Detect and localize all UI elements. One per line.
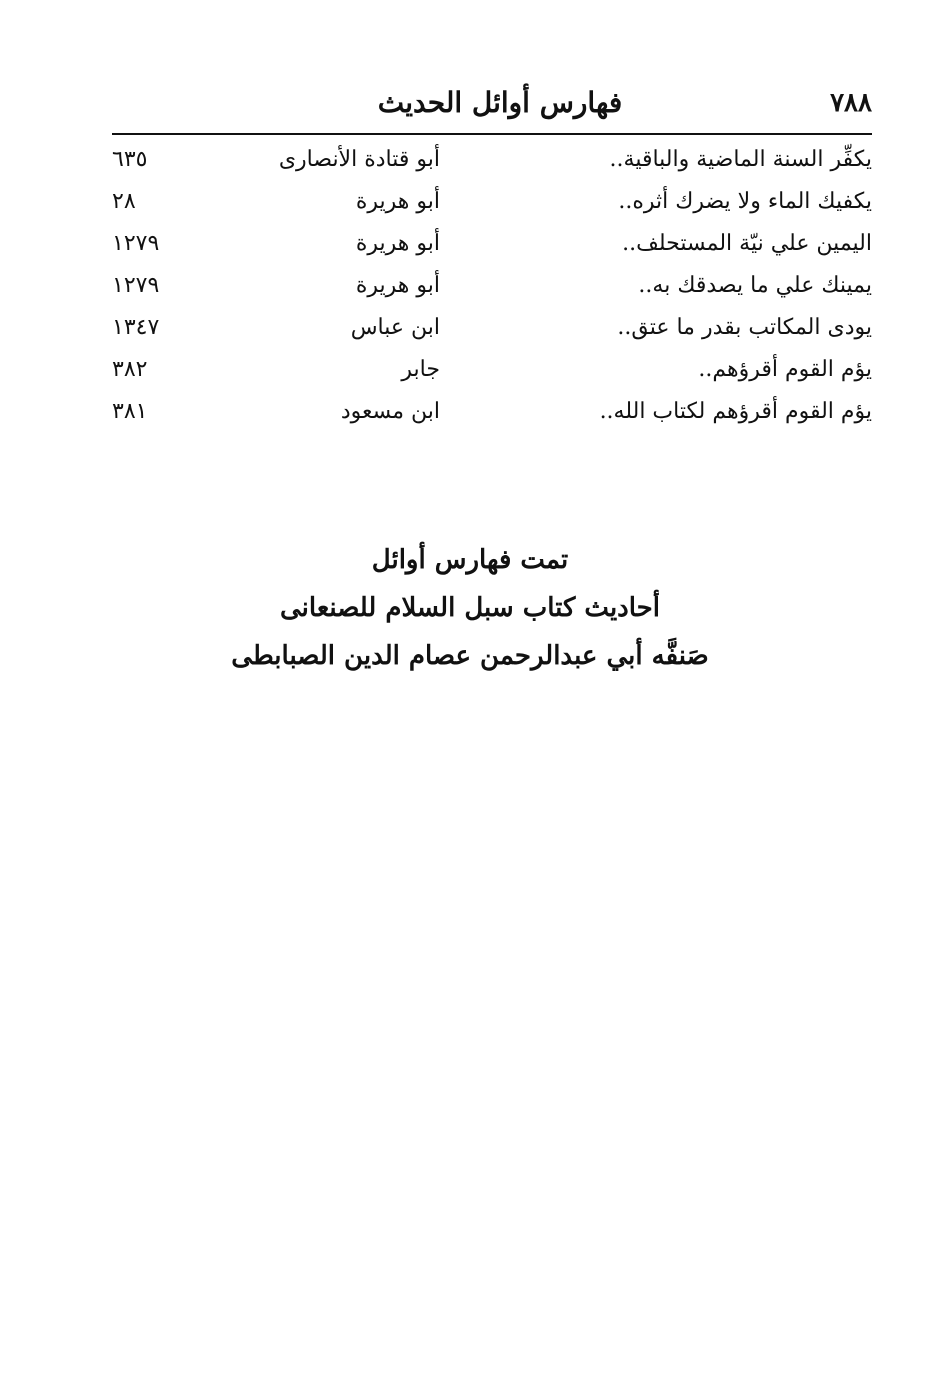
hadith-opening-text: يكفِّر السنة الماضية والباقية.. — [609, 147, 872, 172]
narrator-name: ابن عباس — [350, 315, 440, 340]
closing-colophon — [200, 536, 740, 680]
table-row — [112, 268, 872, 310]
table-row — [112, 352, 872, 394]
hadith-opening-text: يكفيك الماء ولا يضرك أثره.. — [618, 189, 872, 214]
hadith-number: ٢٨ — [112, 189, 136, 214]
narrator-name: أبو هريرة — [355, 231, 440, 256]
hadith-opening-text: يؤم القوم أقرؤهم.. — [698, 357, 872, 382]
hadith-number: ٣٨١ — [112, 399, 148, 424]
narrator-name: أبو هريرة — [355, 273, 440, 298]
hadith-number: ١٢٧٩ — [112, 273, 160, 298]
running-title: فهارس أوائل الحديث — [377, 86, 623, 119]
hadith-opening-text: يودى المكاتب بقدر ما عتق.. — [617, 315, 872, 340]
hadith-opening-text: اليمين علي نيّة المستحلف.. — [622, 231, 872, 256]
table-row — [112, 142, 872, 184]
hadith-number: ١٢٧٩ — [112, 231, 160, 256]
colophon-line-1: تمت فهارس أوائل — [371, 545, 569, 575]
hadith-opening-text: يؤم القوم أقرؤهم لكتاب الله.. — [599, 399, 872, 424]
colophon-line-3: صَنفَّه أبي عبدالرحمن عصام الدين الصبابطى — [231, 641, 709, 671]
narrator-name: أبو قتادة الأنصارى — [278, 147, 440, 172]
table-row — [112, 226, 872, 268]
colophon-line-2: أحاديث كتاب سبل السلام للصنعانى — [280, 593, 660, 623]
page-number: ٧٨٨ — [830, 88, 872, 118]
narrator-name: جابر — [401, 357, 440, 382]
hadith-number: ٦٣٥ — [112, 147, 148, 172]
narrator-name: ابن مسعود — [340, 399, 440, 424]
hadith-number: ٣٨٢ — [112, 357, 148, 382]
hadith-number: ١٣٤٧ — [112, 315, 160, 340]
narrator-name: أبو هريرة — [355, 189, 440, 214]
hadith-index-table — [112, 142, 872, 436]
table-row — [112, 184, 872, 226]
hadith-opening-text: يمينك علي ما يصدقك به.. — [638, 273, 872, 298]
table-row — [112, 394, 872, 436]
header-rule — [112, 133, 872, 135]
table-row — [112, 310, 872, 352]
